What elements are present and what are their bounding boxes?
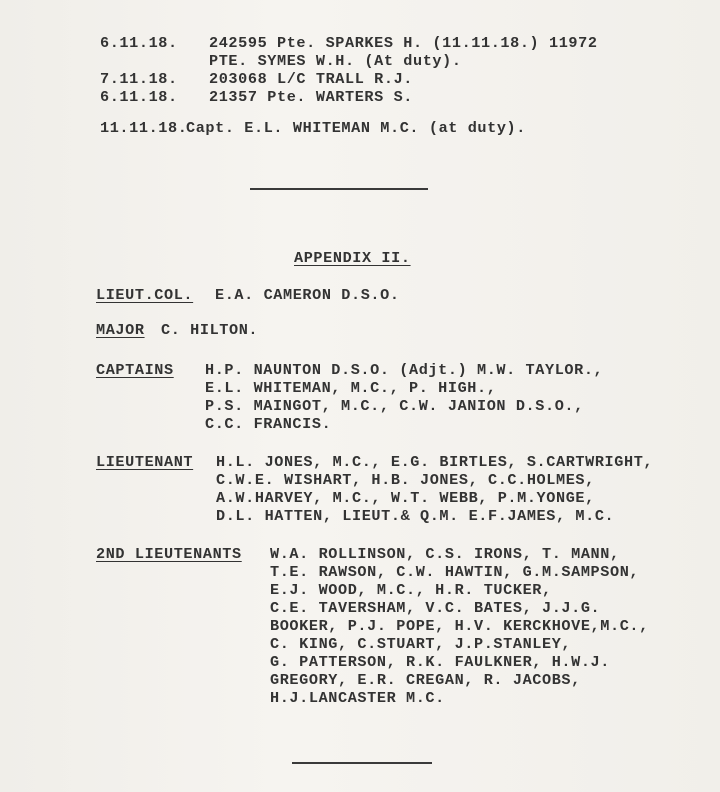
- entry-date: 6.11.18.: [100, 34, 178, 52]
- officer-names: W.A. ROLLINSON, C.S. IRONS, T. MANN,: [270, 545, 620, 563]
- rank-label: LIEUT.COL.: [96, 286, 194, 304]
- entry-text: 21357 Pte. WARTERS S.: [209, 88, 413, 106]
- officer-names: C. KING, C.STUART, J.P.STANLEY,: [270, 635, 572, 653]
- officer-names: C.C. FRANCIS.: [205, 415, 332, 433]
- entry-text: PTE. SYMES W.H. (At duty).: [209, 52, 462, 70]
- entry-text: Capt. E.L. WHITEMAN M.C. (at duty).: [186, 119, 526, 137]
- officer-names: P.S. MAINGOT, M.C., C.W. JANION D.S.O.,: [205, 397, 584, 415]
- officer-names: BOOKER, P.J. POPE, H.V. KERCKHOVE,M.C.,: [270, 617, 649, 635]
- rank-label: CAPTAINS: [96, 361, 174, 379]
- officer-names: C.E. TAVERSHAM, V.C. BATES, J.J.G.: [270, 599, 601, 617]
- section-divider: [292, 762, 432, 764]
- officer-names: D.L. HATTEN, LIEUT.& Q.M. E.F.JAMES, M.C.: [216, 507, 615, 525]
- entry-text: 242595 Pte. SPARKES H. (11.11.18.) 11972: [209, 34, 598, 52]
- section-divider: [250, 188, 428, 190]
- rank-label: MAJOR: [96, 321, 145, 339]
- entry-date: 6.11.18.: [100, 88, 178, 106]
- officer-names: C.W.E. WISHART, H.B. JONES, C.C.HOLMES,: [216, 471, 595, 489]
- officer-names: H.L. JONES, M.C., E.G. BIRTLES, S.CARTWRIGHT,: [216, 453, 654, 471]
- officer-names: E.A. CAMERON D.S.O.: [215, 286, 400, 304]
- officer-names: GREGORY, E.R. CREGAN, R. JACOBS,: [270, 671, 581, 689]
- officer-names: E.J. WOOD, M.C., H.R. TUCKER,: [270, 581, 552, 599]
- officer-names: T.E. RAWSON, C.W. HAWTIN, G.M.SAMPSON,: [270, 563, 640, 581]
- officer-names: A.W.HARVEY, M.C., W.T. WEBB, P.M.YONGE,: [216, 489, 595, 507]
- rank-label: 2ND LIEUTENANTS: [96, 545, 242, 563]
- appendix-title: APPENDIX II.: [294, 249, 411, 267]
- entry-date: 11.11.18.: [100, 119, 188, 137]
- officer-names: C. HILTON.: [161, 321, 259, 339]
- rank-label: LIEUTENANT: [96, 453, 194, 471]
- entry-date: 7.11.18.: [100, 70, 178, 88]
- entry-text: 203068 L/C TRALL R.J.: [209, 70, 413, 88]
- officer-names: H.P. NAUNTON D.S.O. (Adjt.) M.W. TAYLOR.,: [205, 361, 604, 379]
- officer-names: G. PATTERSON, R.K. FAULKNER, H.W.J.: [270, 653, 610, 671]
- officer-names: E.L. WHITEMAN, M.C., P. HIGH.,: [205, 379, 497, 397]
- officer-names: H.J.LANCASTER M.C.: [270, 689, 445, 707]
